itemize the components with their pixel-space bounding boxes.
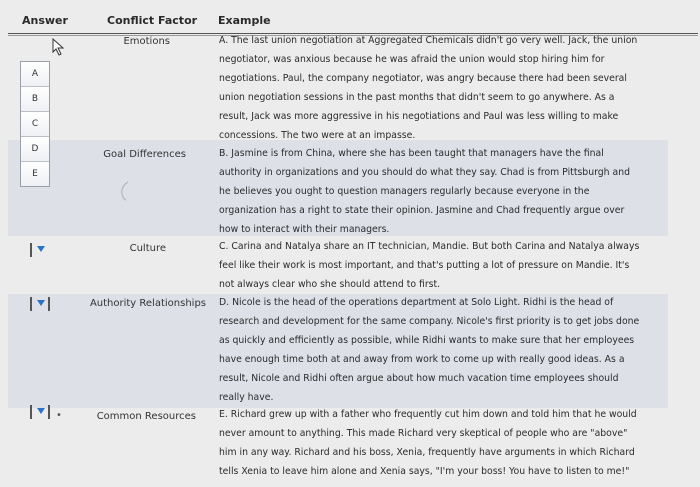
example-c-line: C. Carina and Natalya share an IT technician, Mandie. But both Carina and Natalya always <box>219 241 640 252</box>
example-b-line: organization has a right to state their opinion. Jasmine and Chad frequently argue over <box>219 205 625 216</box>
example-d-line: D. Nicole is the head of the operations department at Solo Light. Ridhi is the head of <box>219 297 614 308</box>
chevron-down-icon <box>37 300 45 306</box>
drag-hand-icon <box>118 180 132 202</box>
example-b-line: authority in organizations and you should do what they say. Chad is from Pittsburgh and <box>219 167 630 178</box>
example-d <box>219 293 667 407</box>
dropdown-right-edge <box>48 405 50 419</box>
example-d-line: research and development for the same company. Nicole's first priority is to get jobs done <box>219 316 640 327</box>
example-e-line: E. Richard grew up with a father who frequently cut him down and told him that he would <box>219 409 637 420</box>
example-a-line: negotiations. Paul, the company negotiator, was angry because there had been several <box>219 73 627 84</box>
dropdown-left-edge <box>30 243 32 257</box>
factor-culture: Culture <box>129 243 166 254</box>
answer-choice-d[interactable]: D <box>21 137 49 162</box>
mouse-pointer-icon <box>52 38 66 56</box>
example-column-header: Example <box>218 14 271 27</box>
answer-column-header: Answer <box>22 14 68 27</box>
example-d-line: really have. <box>219 392 274 403</box>
factor-emotions: Emotions <box>123 36 170 47</box>
answer-choice-a[interactable]: A <box>21 62 49 87</box>
example-e-line: him in any way. Richard and his boss, Xenia, frequently have arguments in which Richard <box>219 447 635 458</box>
example-c-line: feel like their work is most important, and that's putting a lot of pressure on Mandie. It's <box>219 260 630 271</box>
answer-choice-b[interactable]: B <box>21 87 49 112</box>
factor-goal-differences: Goal Differences <box>103 149 186 160</box>
answer-choice-e[interactable]: E <box>21 162 49 186</box>
example-e-line: never amount to anything. This made Richard very skeptical of people who are "above" <box>219 428 628 439</box>
example-d-line: result, Nicole and Ridhi often argue about how much vacation time employees should <box>219 373 619 384</box>
example-c-line: not always clear who she should attend to first. <box>219 279 441 290</box>
chevron-down-icon <box>37 246 45 252</box>
conflict-factor-column-header: Conflict Factor <box>107 14 198 27</box>
example-b-line: he believes you ought to question managers regularly because everyone in the <box>219 186 590 197</box>
factor-authority-relationships: Authority Relationships <box>89 298 206 309</box>
example-e <box>219 405 667 481</box>
example-b-line: how to interact with their managers. <box>219 224 390 235</box>
example-a-line: A. The last union negotiation at Aggregated Chemicals didn't go very well. Jack, the union <box>219 35 638 46</box>
dropdown-dot-icon: • <box>56 410 62 421</box>
dropdown-left-edge <box>30 405 32 419</box>
example-c <box>219 237 667 294</box>
example-b <box>219 144 667 239</box>
answer-dropdown-common-resources[interactable] <box>30 405 70 419</box>
chevron-down-icon <box>37 408 45 414</box>
example-a-line: concessions. The two were at an impasse. <box>219 130 416 141</box>
example-e-line: tells Xenia to leave him alone and Xenia says, "I'm your boss! You have to listen to me!" <box>219 466 630 477</box>
example-b-line: B. Jasmine is from China, where she has been taught that managers have the final <box>219 148 604 159</box>
example-d-line: have enough time both at and away from work to come up with really good ideas. As a <box>219 354 625 365</box>
example-a <box>219 31 667 145</box>
example-a-line: result, Jack was more aggressive in his negotiations and Paul was less willing to make <box>219 111 619 122</box>
answer-dropdown-culture[interactable] <box>30 243 70 257</box>
example-a-line: negotiator, was anxious because he was afraid the union would stop hiring him for <box>219 54 605 65</box>
example-a-line: union negotiation sessions in the past months that didn't seem to go anywhere. As a <box>219 92 615 103</box>
answer-choices-stack <box>20 61 50 187</box>
dropdown-left-edge <box>30 297 32 311</box>
factor-common-resources: Common Resources <box>96 411 196 422</box>
dropdown-right-edge <box>48 297 50 311</box>
example-d-line: as quickly and efficiently as possible, while Ridhi wants to make sure that her employees <box>219 335 635 346</box>
answer-choice-c[interactable]: C <box>21 112 49 137</box>
